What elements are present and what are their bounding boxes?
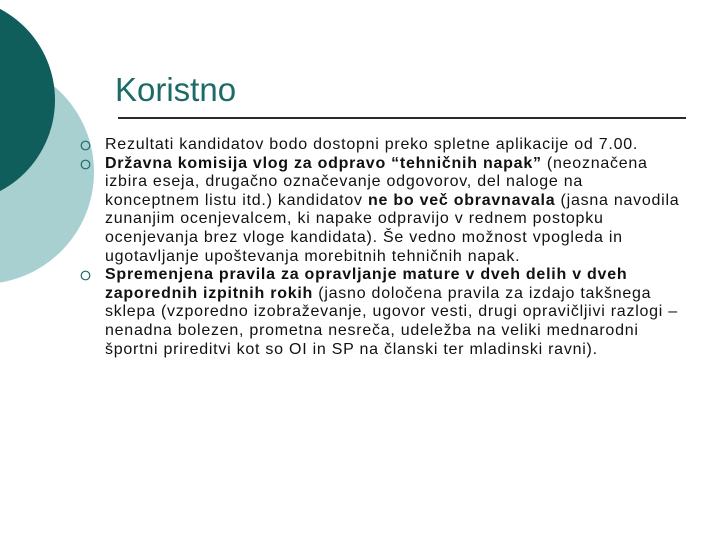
slide-title: Koristno [115, 71, 237, 108]
bullet-text: (neoznačena izbira eseja, drugačno označevanje odgovorov, del naloge na konceptnem listu itd.) kandidatov [105, 154, 648, 209]
bullet-text: Rezultati kandidatov bodo dostopni preko spletne aplikacije od 7.00. [105, 136, 639, 153]
bullet-bold-text: ne bo več obravnavala [367, 191, 556, 209]
title-divider [118, 117, 686, 119]
bullet-item-results [80, 136, 680, 155]
ring-bullet-icon [80, 140, 91, 151]
bullet-bold-text: Državna komisija vlog za odpravo “tehničnih napak” [105, 154, 542, 172]
bullet-list [80, 136, 680, 359]
bullet-bold-text: Spremenjena pravila za opravljanje mature v dveh delih v dveh zaporednih izpitnih rokih [105, 266, 628, 302]
bullet-text: (jasna navodila zunanjim ocenjevalcem, ki napake odpravijo v rednem postopku ocenjevanja brez vloge kandidata). Še vedno možnost vpogleda in ugotavljanje upoštevanja morebitnih tehničnih napak. [105, 191, 680, 265]
ring-bullet-icon [80, 159, 91, 170]
bullet-item-technical-errors [80, 155, 680, 267]
ring-bullet-icon [80, 270, 91, 281]
bullet-text: (jasno določena pravila za izdajo takšnega sklepa (vzporedno izobraževanje, ugovor vesti, drugi opravičljivi razlogi – nenadna bolezen, prometna nesreča, udeležba na veliki mednarodni športni prireditvi kot so OI in SP na članski ter mladinski ravni). [105, 284, 678, 358]
bullet-item-matura-rules [80, 266, 680, 359]
